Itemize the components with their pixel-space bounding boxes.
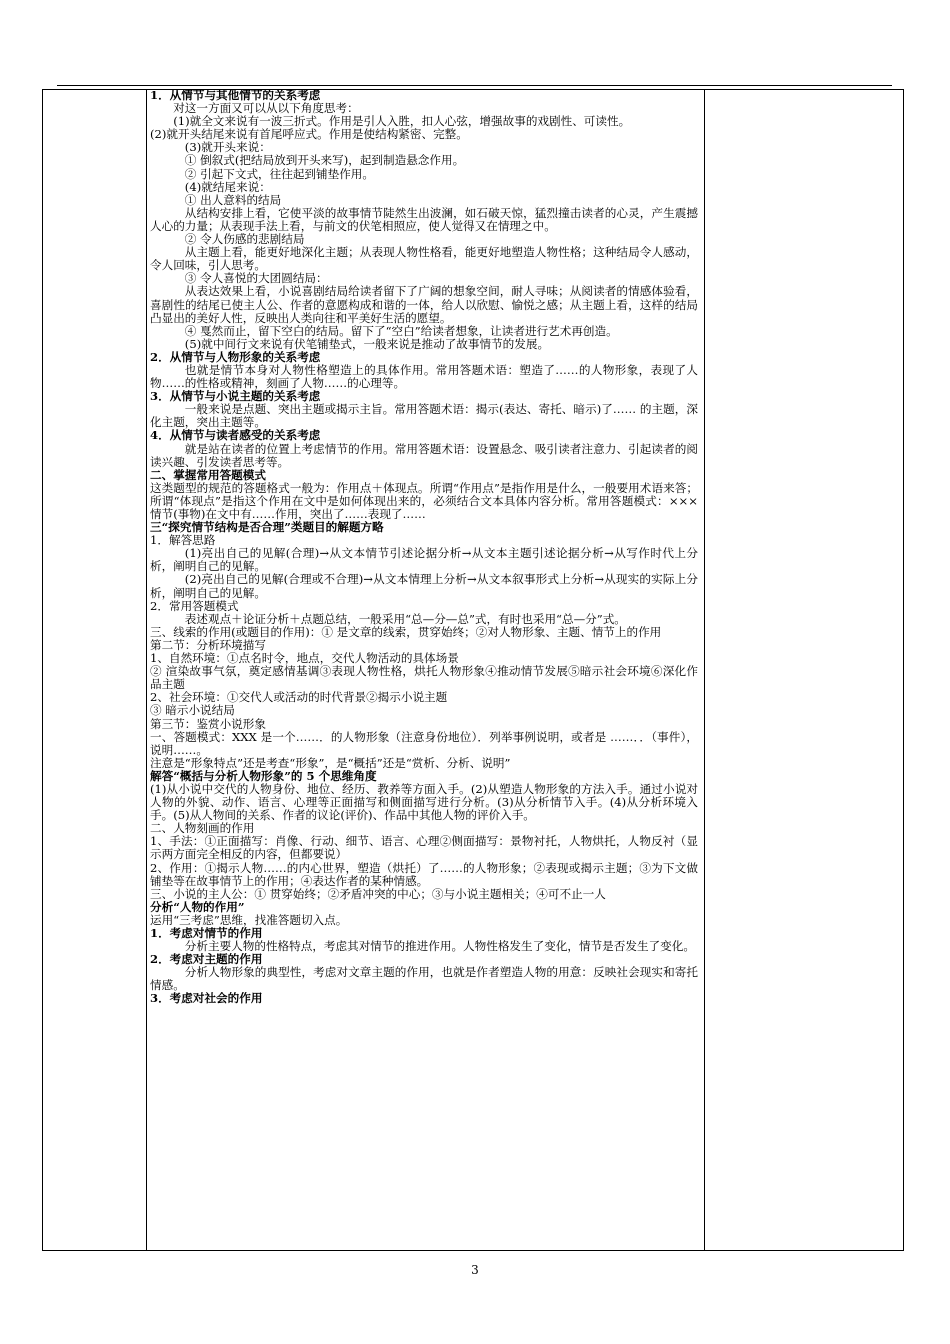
paragraph: ② 渲染故事气氛，奠定感情基调③表现人物性格，烘托人物形象④推动情节发展⑤暗示社会环境⑥深化作品主题 <box>150 664 698 692</box>
table-column-divider-left <box>146 89 147 1251</box>
section-heading: 分析“人物的作用” <box>150 899 245 914</box>
paragraph: 第二节：分析环境描写 <box>150 637 266 652</box>
section-heading: 2．从情节与人物形象的关系考虑 <box>150 349 321 364</box>
paragraph: ① 倒叙式(把结局放到开头来写)，起到制造悬念作用。 <box>184 153 465 168</box>
paragraph: 第三节：鉴赏小说形象 <box>150 716 266 731</box>
section-heading: 3．从情节与小说主题的关系考虑 <box>150 389 321 404</box>
table-column-divider-right <box>704 89 705 1251</box>
page-number: 3 <box>471 1263 479 1277</box>
section-heading: 二、掌握常用答题模式 <box>150 467 266 482</box>
paragraph: 运用“三考虑”思维，找准答题切入点。 <box>150 912 348 927</box>
paragraph: 就是站在读者的位置上考虑情节的作用。常用答题术语：设置悬念、吸引读者注意力、引起读者的阅读兴趣、引发读者思考等。 <box>150 441 698 469</box>
paragraph: ④ 戛然而止，留下空白的结局。留下了“空白”给读者想象，让读者进行艺术再创造。 <box>184 323 618 338</box>
paragraph: 1、手法：①正面描写：肖像、行动、细节、语言、心理②侧面描写：景物衬托，人物烘托，人物反衬（显示两方面完全相反的内容，但都要说） <box>150 834 698 862</box>
paragraph: 1、自然环境：①点名时令，地点，交代人物活动的具体场景 <box>150 651 459 666</box>
paragraph: 从表达效果上看，小说喜剧结局给读者留下了广阔的想象空间，耐人寻味；从阅读者的情感体验看，喜剧性的结尾已使主人公、作者的意愿构成和谐的一体，给人以欣慰、愉悦之感；从主题上看，这样的结局凸显出的美好人性，反映出人类向往和平美好生活的愿望。 <box>150 284 698 325</box>
paragraph: ② 引起下文式，往往起到铺垫作用。 <box>184 166 374 181</box>
paragraph: 一、答题模式：XXX 是一个……．的人物形象（注意身份地位）．列举事例说明，或者是 ……．．（事件），说明……。 <box>150 729 698 757</box>
paragraph: 三、线索的作用(或题目的作用)：① 是文章的线索，贯穿始终；②对人物形象、主题、情节上的作用 <box>150 624 662 639</box>
paragraph: (2)就开头结尾来说有首尾呼应式。作用是使结构紧密、完整。 <box>150 127 468 142</box>
section-heading: 3．考虑对社会的作用 <box>150 991 263 1006</box>
paragraph: 也就是情节本身对人物性格塑造上的具体作用。常用答题术语：塑造了……的人物形象，表现了人物……的性格或精神，刻画了人物……的心理等。 <box>150 362 698 391</box>
paragraph: ① 出人意料的结局 <box>184 192 282 207</box>
paragraph: 表述观点＋论证分析＋点题总结，一般采用“总—分—总”式，有时也采用“总—分”式。 <box>184 611 626 626</box>
paragraph: 2．常用答题模式 <box>150 598 239 613</box>
paragraph: 三、小说的主人公：① 贯穿始终；②矛盾冲突的中心；③与小说主题相关；④可不止一人 <box>150 886 606 901</box>
paragraph: 2、作用：①揭示人物……的内心世界，塑造（烘托）了……的人物形象；②表现或揭示主题；③为下文做铺垫等在故事情节上的作用；④表达作者的某种情感。 <box>150 860 698 888</box>
paragraph: 分析主要人物的性格特点，考虑其对情节的推进作用。人物性格发生了变化，情节是否发生了变化。 <box>184 939 695 954</box>
paragraph: (4)就结尾来说： <box>184 179 271 194</box>
paragraph: 注意是“形象特点”还是考查“形象”，是“概括”还是“赏析、分析、说明” <box>150 755 511 770</box>
section-heading: 2．考虑对主题的作用 <box>150 952 263 967</box>
paragraph: (5)就中间行文来说有伏笔铺垫式，一般来说是推动了故事情节的发展。 <box>184 336 550 351</box>
paragraph: ② 令人伤感的悲剧结局 <box>184 232 305 247</box>
paragraph: 从结构安排上看，它使平淡的故事情节陡然生出波澜，如石破天惊，猛烈撞击读者的心灵，产生震撼人心的力量；从表现手法上看，与前文的伏笔相照应，使人觉得又在情理之中。 <box>150 205 698 233</box>
paragraph: (1)亮出自己的见解(合理)→从文本情节引述论据分析→从文本主题引述论据分析→从写作时代上分析，阐明自己的见解。 <box>150 546 698 574</box>
paragraph: 一般来说是点题、突出主题或揭示主旨。常用答题术语：揭示(表达、寄托、暗示)了…… 的主题，深化主题，突出主题等。 <box>150 402 698 430</box>
paragraph: (3)就开头来说： <box>184 140 271 155</box>
paragraph: 二、人物刻画的作用 <box>150 821 255 836</box>
section-heading: 1．从情节与其他情节的关系考虑 <box>150 89 321 102</box>
paragraph: 从主题上看，能更好地深化主题；从表现人物性格看，能更好地塑造人物性格；这种结局令人感动，令人回味，引人思考。 <box>150 245 698 273</box>
table-content-cell <box>150 89 698 1249</box>
paragraph: 2、社会环境：①交代人或活动的时代背景②揭示小说主题 <box>150 690 448 705</box>
section-heading: 1．考虑对情节的作用 <box>150 926 263 940</box>
paragraph: 1．解答思路 <box>150 533 216 548</box>
paragraph: (1)从小说中交代的人物身份、地位、经历、教养等方面入手。(2)从塑造人物形象的方法入手。通过小说对人物的外貌、动作、语言、心理等正面描写和侧面描写进行分析。(3)从分析情节入手。(4)从分析环境入手。(5)从人物间的关系、作者的议论(评价)、作品中其他人物的评价入手。 <box>150 781 698 823</box>
paragraph: 分析人物形象的典型性，考虑对文章主题的作用，也就是作者塑造人物的用意：反映社会现实和寄托情感。 <box>150 965 698 993</box>
section-heading: 解答“概括与分析人物形象”的 5 个思维角度 <box>150 768 377 783</box>
paragraph: 这类题型的规范的答题格式一般为：作用点＋体现点。所谓“作用点”是指作用是什么，一般要用术语来答；所谓“体现点”是指这个作用在文中是如何体现出来的，必须结合文本具体内容分析。常用答题模式：×××情节(事物)在文中有……作用，突出了……表现了…… <box>150 480 698 521</box>
paragraph: ③ 令人喜悦的大团圆结局： <box>184 271 328 286</box>
paragraph: 对这一方面又可以从以下角度思考： <box>173 101 359 116</box>
header-rule <box>57 85 892 86</box>
section-heading: 4．从情节与读者感受的关系考虑 <box>150 428 321 443</box>
paragraph: (1)就全文来说有一波三折式。作用是引人入胜，扣人心弦，增强故事的戏剧性、可读性。 <box>173 114 631 129</box>
paragraph: ③ 暗示小说结局 <box>150 703 235 718</box>
paragraph: (2)亮出自己的见解(合理或不合理)→从文本情理上分析→从文本叙事形式上分析→从现实的实际上分析，阐明自己的见解。 <box>150 572 698 600</box>
section-heading: 三“探究情节结构是否合理”类题目的解题方略 <box>150 520 384 535</box>
